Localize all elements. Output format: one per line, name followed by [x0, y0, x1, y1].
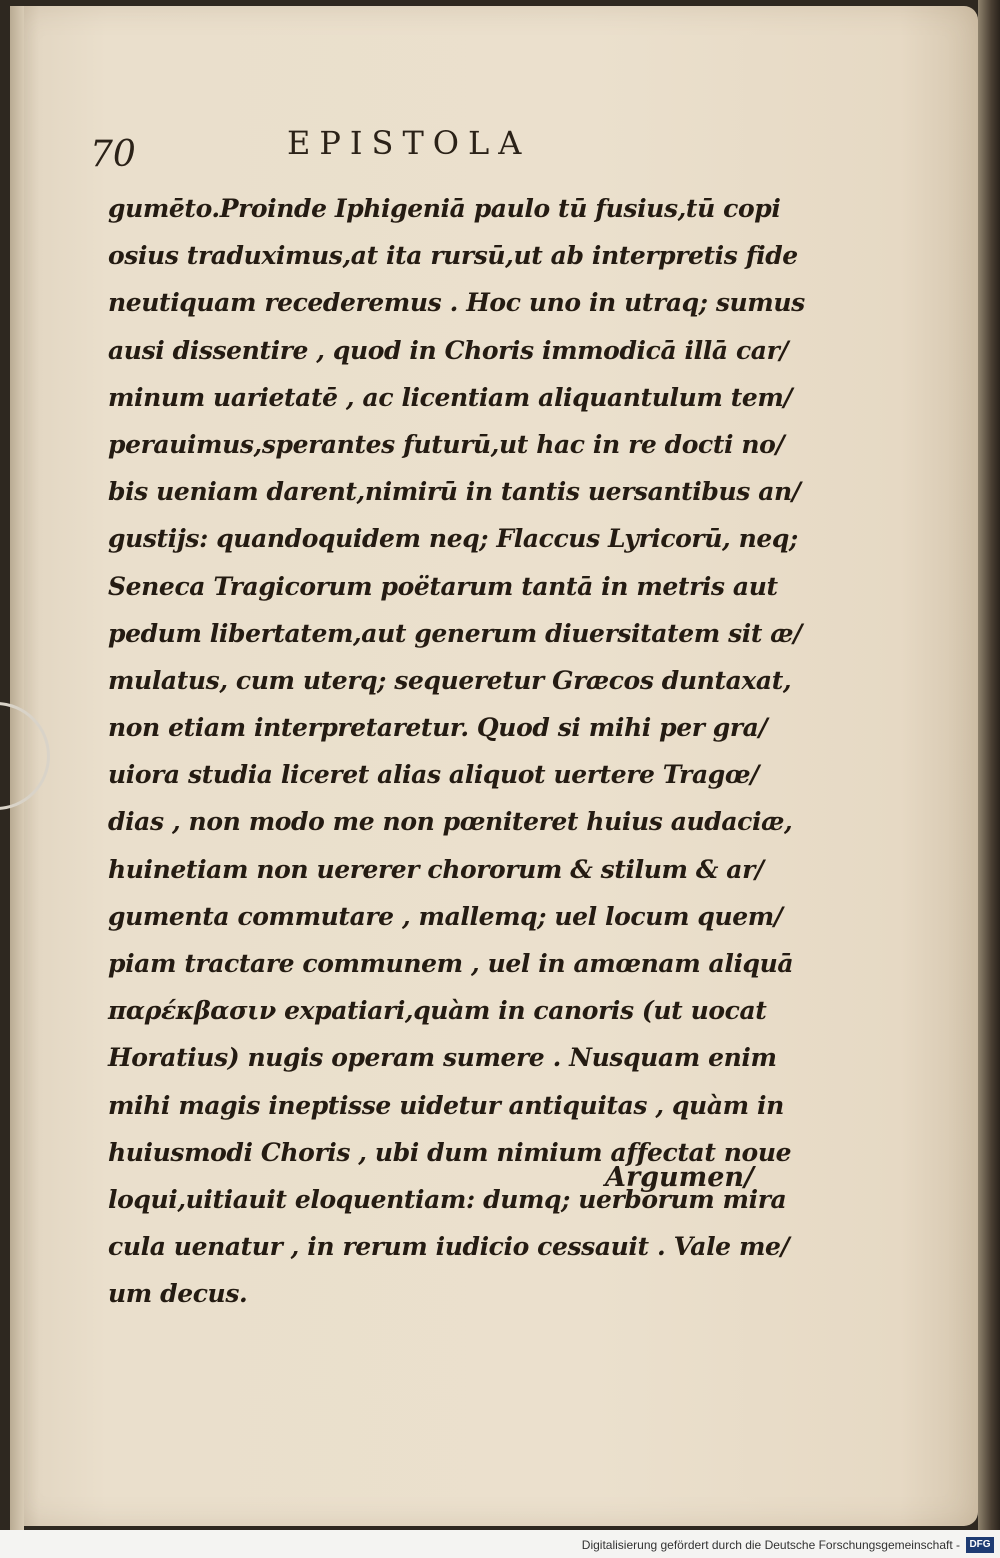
- text-line: Horatius) nugis operam sumere . Nusquam enim: [108, 1043, 777, 1073]
- book-edge: [978, 0, 1000, 1530]
- text-line: um decus.: [108, 1279, 248, 1309]
- text-line: gumēto.Proinde Iphigeniā paulo tū fusius,tū copi: [108, 194, 781, 223]
- text-line: neutiquam recederemus . Hoc uno in utraq; sumus: [108, 288, 805, 318]
- text-line: loqui,uitiauit eloquentiam: dumq; uerborum mira: [108, 1184, 787, 1214]
- page-number: 70: [90, 134, 136, 175]
- body-text: [108, 185, 805, 1318]
- text-line: huiusmodi Choris , ubi dum nimium affectat noue: [108, 1137, 792, 1167]
- text-line: mihi magis ineptisse uidetur antiquitas , quàm in: [108, 1090, 784, 1120]
- text-line: gustijs: quandoquidem neq; Flaccus Lyricorū, neq;: [108, 524, 798, 554]
- text-line: Seneca Tragicorum poëtarum tantā in metris aut: [108, 571, 778, 601]
- catchword: Argumen/: [605, 1162, 754, 1193]
- text-line: uiora studia liceret alias aliquot uertere Tragœ/: [108, 760, 759, 790]
- text-line: bis ueniam darent,nimirū in tantis uersantibus an/: [108, 477, 801, 507]
- text-line: perauimus,sperantes futurū,ut hac in re docti no/: [108, 429, 785, 459]
- text-line: cula uenatur , in rerum iudicio cessauit . Vale me/: [108, 1232, 790, 1262]
- text-line: piam tractare communem , uel in amœnam aliquā: [108, 949, 794, 978]
- text-line: ausi dissentire , quod in Choris immodicā illā car/: [108, 335, 789, 365]
- text-line: παρέκβασιν expatiari,quàm in canoris (ut uocat: [108, 996, 767, 1026]
- page-header: [82, 120, 762, 180]
- text-line: non etiam interpretaretur. Quod si mihi per gra/: [108, 713, 768, 743]
- text-line: osius traduximus,at ita rursū,ut ab interpretis fide: [108, 241, 798, 271]
- running-head: EPISTOLA: [287, 124, 531, 162]
- text-line: gumenta commutare , mallemq; uel locum quem/: [108, 901, 783, 931]
- text-line: minum uarietatē , ac licentiam aliquantulum tem/: [108, 382, 793, 412]
- text-line: dias , non modo me non pœniteret huius audaciæ,: [108, 807, 793, 837]
- text-line: pedum libertatem,aut generum diuersitatem sit æ/: [108, 618, 802, 648]
- footer-bar: [0, 1530, 1000, 1558]
- dfg-logo: DFG: [966, 1537, 994, 1553]
- text-line: huinetiam non uererer chororum & stilum & ar/: [108, 854, 764, 884]
- text-line: mulatus, cum uterq; sequeretur Græcos duntaxat,: [108, 665, 792, 695]
- funding-credit: Digitalisierung gefördert durch die Deutsche Forschungsgemeinschaft -: [581, 1538, 960, 1552]
